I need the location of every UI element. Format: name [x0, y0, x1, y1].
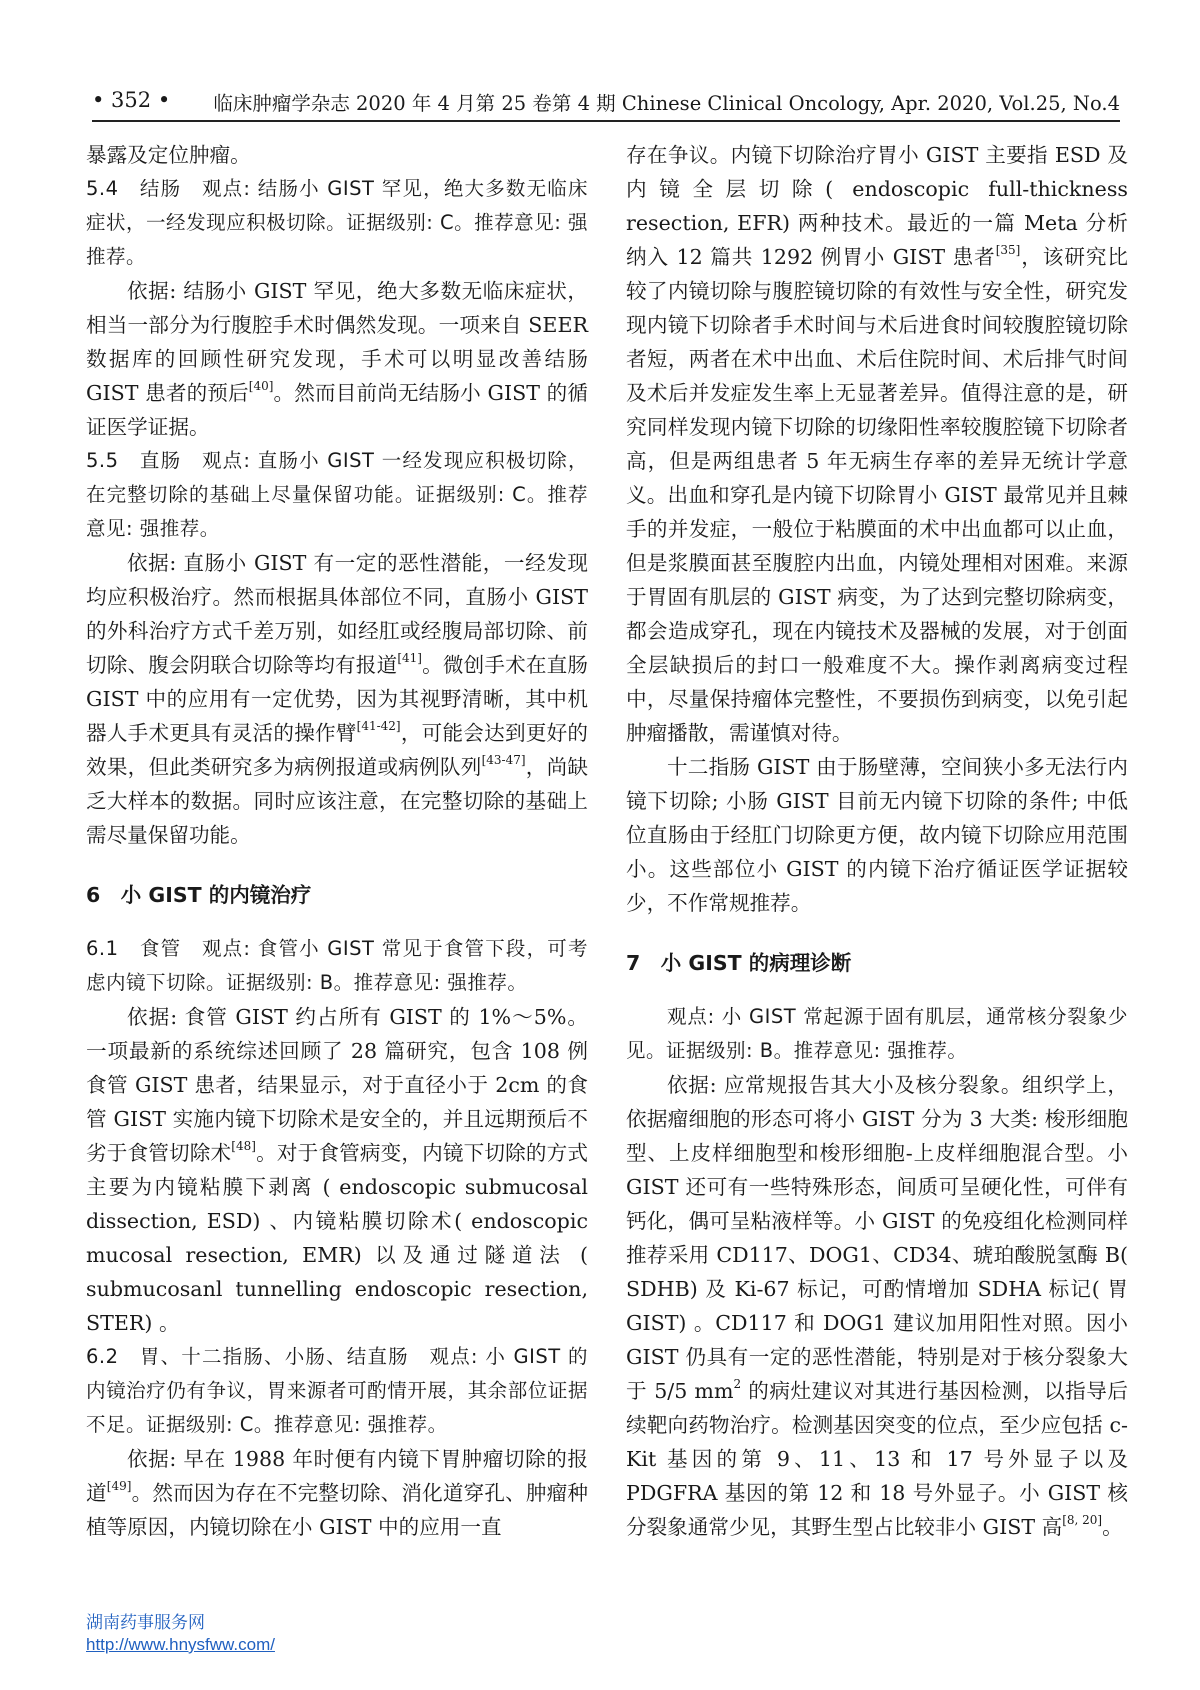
- citation-ref: [49]: [106, 1479, 132, 1493]
- paragraph: 依据: 食管 GIST 约占所有 GIST 的 1%～5%。一项最新的系统综述回顾了 28 篇研究，包含 108 例食管 GIST 患者，结果显示，对于直径小于 2cm 的食管 GIST 实施内镜下切除术是安全的，并且远期预后不劣于食管切除术[48]。对于食管病变，内镜下切除的方式主要为内镜粘膜下剥离 ( endoscopic submucosal dissection, ESD) 、内镜粘膜切除术( endoscopic mucosal resection, EMR) 以及通过隧道法 ( submucosanl tunnelling endoscopic resection, STER) 。: [86, 1005, 589, 1335]
- paragraph: 依据: 直肠小 GIST 有一定的恶性潜能，一经发现均应积极治疗。然而根据具体部位不同，直肠小 GIST 的外科治疗方式千差万别，如经肛或经腹局部切除、前切除、腹会阴联合切除等均有报道[41]。微创手术在直肠 GIST 中的应用有一定优势，因为其视野清晰，其中机器人手术更具有灵活的操作臂[41-42]，可能会达到更好的效果，但此类研究多为病例报道或病例队列[43-47]，尚缺乏大样本的数据。同时应该注意，在完整切除的基础上需尽量保留功能。: [86, 551, 589, 847]
- paragraph: 依据: 早在 1988 年时便有内镜下胃肿瘤切除的报道[49]。然而因为存在不完整切除、消化道穿孔、肿瘤种植等原因，内镜切除在小 GIST 中的应用一直: [86, 1447, 589, 1539]
- citation-ref: [35]: [995, 243, 1021, 257]
- section-5-5-opinion: 5.5 直肠 观点: 直肠小 GIST 一经发现应积极切除，在完整切除的基础上尽量保留功能。证据级别: C。推荐意见: 强推荐。: [86, 449, 588, 540]
- site-name: 湖南药事服务网: [86, 1613, 205, 1632]
- header-rule: [92, 120, 1120, 122]
- paragraph: 暴露及定位肿瘤。: [86, 143, 251, 167]
- left-column: [86, 138, 588, 1544]
- section-6-1-opinion: 6.1 食管 观点: 食管小 GIST 常见于食管下段，可考虑内镜下切除。证据级别: B。推荐意见: 强推荐。: [86, 937, 588, 994]
- page-footer-watermark: [86, 1612, 275, 1656]
- journal-citation: 临床肿瘤学杂志 2020 年 4 月第 25 卷第 4 期 Chinese Clinical Oncology, Apr. 2020, Vol.25, No.4: [213, 92, 1120, 115]
- section-6-2-opinion: 6.2 胃、十二指肠、小肠、结直肠 观点: 小 GIST 的内镜治疗仍有争议，胃来源者可酌情开展，其余部位证据不足。证据级别: C。推荐意见: 强推荐。: [86, 1345, 588, 1436]
- paragraph: 依据: 结肠小 GIST 罕见，绝大多数无临床症状，相当一部分为行腹腔手术时偶然发现。一项来自 SEER 数据库的回顾性研究发现，手术可以明显改善结肠 GIST 患者的预后[40]。然而目前尚无结肠小 GIST 的循证医学证据。: [86, 279, 588, 439]
- citation-ref: [41]: [397, 651, 422, 665]
- superscript: 2: [733, 1377, 742, 1391]
- citation-ref: [41-42]: [356, 719, 401, 733]
- citation-ref: [8, 20]: [1062, 1513, 1103, 1527]
- paragraph: 依据: 应常规报告其大小及核分裂象。组织学上，依据瘤细胞的形态可将小 GIST 分为 3 大类: 梭形细胞型、上皮样细胞型和梭形细胞-上皮样细胞混合型。小 GIST 还可有一些特殊形态，间质可呈硬化性，可伴有钙化，偶可呈粘液样等。小 GIST 的免疫组化检测同样推荐采用 CD117、DOG1、CD34、琥珀酸脱氢酶 B( SDHB) 及 Ki-67 标记，可酌情增加 SDHA 标记( 胃 GIST) 。CD117 和 DOG1 建议加用阳性对照。因小 GIST 仍具有一定的恶性潜能，特别是对于核分裂象大于 5/5 $mm^2$ 的病灶建议对其进行基因检测，以指导后续靶向药物治疗。检测基因突变的位点，至少应包括 c-Kit 基因的第 9、11、13 和 17 号外显子以及 PDGFRA 基因的第 12 和 18 号外显子。小 GIST 核分裂象通常少见，其野生型占比较非小 GIST 高[8, 20]。: [626, 1073, 1129, 1539]
- page-number: • 352 •: [92, 88, 171, 112]
- citation-ref: [40]: [248, 379, 274, 393]
- citation-ref: [48]: [231, 1139, 256, 1153]
- section-7-opinion: 观点: 小 GIST 常起源于固有肌层，通常核分裂象少见。证据级别: B。推荐意见: 强推荐。: [626, 1005, 1128, 1062]
- paragraph: 十二指肠 GIST 由于肠壁薄，空间狭小多无法行内镜下切除; 小肠 GIST 目前无内镜下切除的条件; 中低位直肠由于经肛门切除更方便，故内镜下切除应用范围小。这些部位小 GIST 的内镜下治疗循证医学证据较少，不作常规推荐。: [626, 755, 1128, 915]
- section-5-4-opinion: 5.4 结肠 观点: 结肠小 GIST 罕见，绝大多数无临床症状，一经发现应积极切除。证据级别: C。推荐意见: 强推荐。: [86, 177, 588, 268]
- page-header: [0, 0, 1200, 120]
- paragraph: 存在争议。内镜下切除治疗胃小 GIST 主要指 ESD 及内镜全层切除( endoscopic full-thickness resection, EFR) 两种技术。最近的一篇 Meta 分析纳入 12 篇共 1292 例胃小 GIST 患者[35]，该研究比较了内镜切除与腹腔镜切除的有效性与安全性，研究发现内镜下切除者手术时间与术后进食时间较腹腔镜切除者短，两者在术中出血、术后住院时间、术后排气时间及术后并发症发生率上无显著差异。值得注意的是，研究同样发现内镜下切除的切缘阳性率较腹腔镜下切除者高，但是两组患者 5 年无病生存率的差异无统计学意义。出血和穿孔是内镜下切除胃小 GIST 最常见并且棘手的并发症，一般位于粘膜面的术中出血都可以止血，但是浆膜面甚至腹腔内出血，内镜处理相对困难。来源于胃固有肌层的 GIST 病变，为了达到完整切除病变，都会造成穿孔，现在内镜技术及器械的发展，对于创面全层缺损后的封口一般难度不大。操作剥离病变过程中，尽量保持瘤体完整性，不要损伤到病变，以免引起肿瘤播散，需谨慎对待。: [626, 143, 1128, 745]
- site-link[interactable]: http://www.hnysfww.com/: [86, 1635, 275, 1654]
- section-6-heading: 6 小 GIST 的内镜治疗: [86, 883, 312, 907]
- right-column: [626, 138, 1128, 1544]
- citation-ref: [43-47]: [481, 753, 526, 767]
- section-7-heading: 7 小 GIST 的病理诊断: [626, 951, 852, 975]
